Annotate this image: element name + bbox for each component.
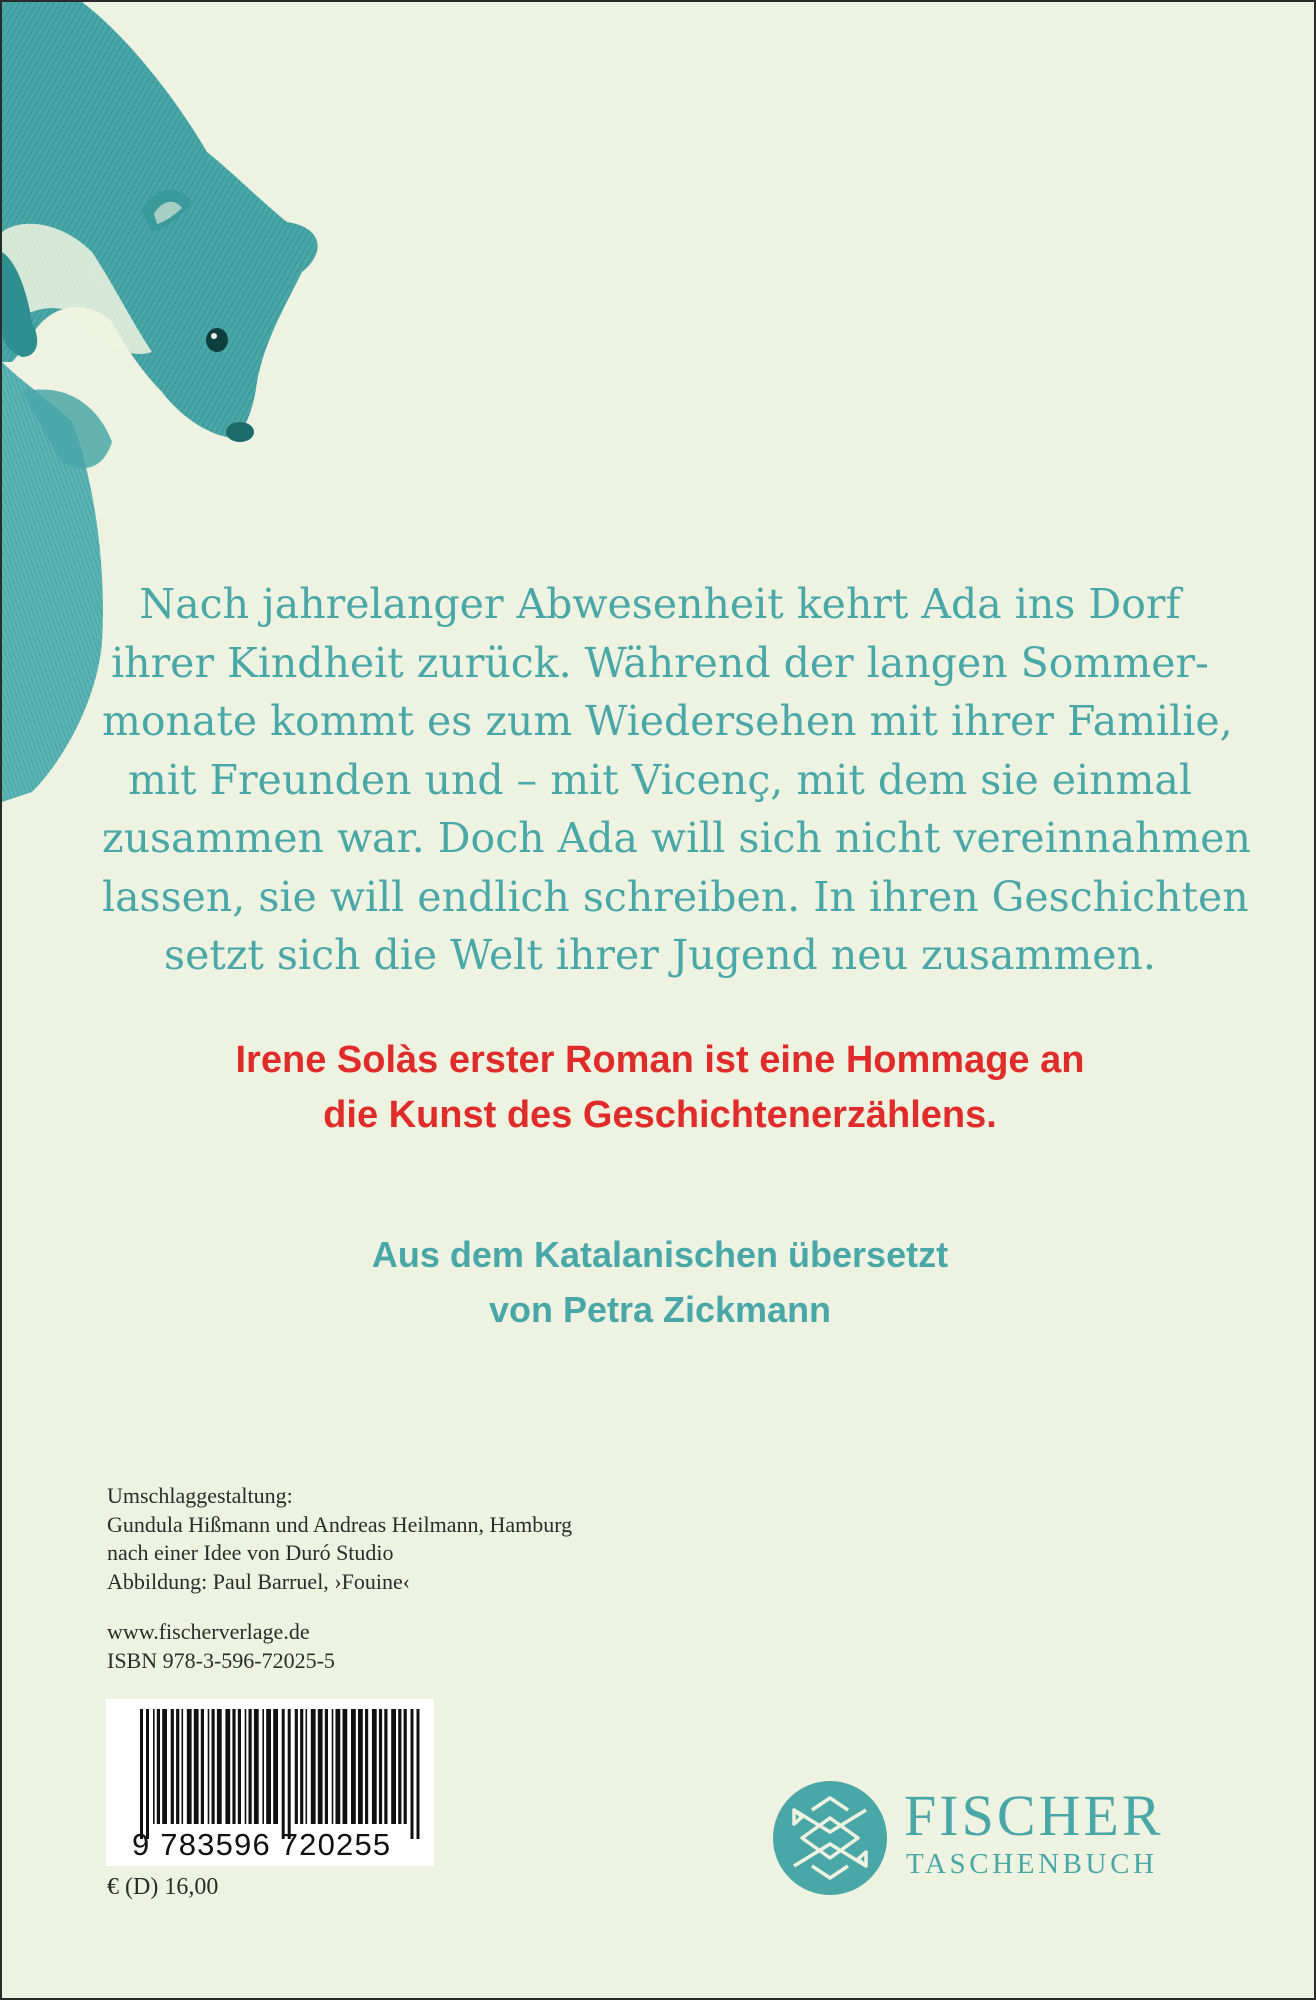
isbn: ISBN 978-3-596-72025-5: [107, 1647, 335, 1673]
barcode-bar: [391, 1709, 396, 1824]
illustration-credit: Abbildung: Paul Barruel, ›Fouine‹: [107, 1568, 411, 1594]
blurb-line: ihrer Kindheit zurück. Während der langen Sommer-: [111, 638, 1209, 687]
translator-note: [102, 1227, 1218, 1337]
barcode-bar: [343, 1709, 348, 1824]
barcode-bar: [372, 1709, 377, 1824]
barcode-bar: [358, 1709, 363, 1824]
barcode-bar: [182, 1709, 184, 1824]
barcode-bar: [282, 1709, 285, 1839]
blurb-line: monate kommt es zum Wiedersehen mit ihrer Familie,: [102, 697, 1233, 745]
website-link[interactable]: www.fischerverlage.de: [107, 1619, 310, 1644]
barcode-bar: [325, 1709, 328, 1824]
price: € (D) 16,00: [107, 1874, 219, 1900]
barcode-bar: [273, 1709, 278, 1824]
barcode-bar: [254, 1709, 259, 1824]
barcode-bar: [176, 1709, 179, 1824]
barcode-bar: [398, 1709, 401, 1824]
publisher-logo: [772, 1780, 1212, 1900]
barcode-bar: [262, 1709, 264, 1824]
blurb-line: setzt sich die Welt ihrer Jugend neu zusammen.: [164, 931, 1156, 979]
barcode-bar: [225, 1709, 230, 1824]
barcode-bar: [232, 1709, 235, 1824]
barcode-bar: [379, 1709, 382, 1824]
barcode-bar: [146, 1709, 149, 1839]
barcode-bar: [238, 1709, 241, 1824]
barcode-bar: [266, 1709, 271, 1824]
blurb-line: zusammen war. Doch Ada will sich nicht vereinnahmen: [102, 814, 1251, 862]
design-label: Umschlaggestaltung:: [107, 1483, 293, 1508]
barcode-bar: [187, 1709, 192, 1824]
barcode-bar: [217, 1709, 222, 1824]
blurb-text: [102, 575, 1251, 985]
barcode-bar: [306, 1709, 308, 1824]
publisher-imprint: TASCHENBUCH: [906, 1848, 1158, 1880]
barcode-bar: [404, 1709, 407, 1824]
translator-line: von Petra Zickmann: [488, 1289, 832, 1330]
barcode-bar: [208, 1709, 210, 1824]
barcode-bar: [162, 1709, 167, 1824]
barcode-bar: [311, 1709, 316, 1824]
barcode-bar: [288, 1709, 291, 1839]
barcode-bar: [212, 1709, 215, 1824]
blurb-line: Nach jahrelanger Abwesenheit kehrt Ada ins Dorf: [139, 580, 1181, 628]
barcode-bar: [157, 1709, 160, 1824]
barcode-bar: [417, 1709, 420, 1839]
barcode-bar: [171, 1709, 174, 1824]
design-credit: Gundula Hißmann und Andreas Heilmann, Hamburg: [107, 1511, 573, 1537]
tagline-line: die Kunst des Geschichtenerzählens.: [323, 1094, 997, 1136]
publisher-name: FISCHER: [904, 1783, 1164, 1848]
blurb-line: mit Freunden und – mit Vicenç, mit dem sie einmal: [128, 755, 1192, 804]
fish-circle-logo-icon: [772, 1780, 888, 1896]
barcode-bar: [194, 1709, 199, 1824]
credits: [107, 1482, 727, 1675]
barcode-bar: [365, 1709, 368, 1824]
barcode-bar: [411, 1709, 414, 1839]
barcode-bar: [153, 1709, 155, 1824]
tagline-line: Irene Solàs erster Roman ist eine Hommage an: [235, 1039, 1085, 1081]
tagline: [102, 1033, 1218, 1143]
design-idea: nach einer Idee von Duró Studio: [107, 1540, 394, 1565]
barcode-digits: 9 783596 720255: [132, 1827, 392, 1862]
barcode-bar: [249, 1709, 252, 1824]
barcode-bar: [332, 1709, 334, 1824]
translator-line: Aus dem Katalanischen übersetzt: [371, 1234, 949, 1275]
barcode-bar: [300, 1709, 303, 1824]
barcode-bar: [351, 1709, 356, 1824]
barcode-bar: [336, 1709, 341, 1824]
barcode-bar: [295, 1709, 298, 1824]
barcode-bar: [384, 1709, 387, 1824]
barcode: [106, 1699, 434, 1866]
barcode-bar: [201, 1709, 204, 1824]
barcode-bar: [140, 1709, 143, 1839]
blurb-line: lassen, sie will endlich schreiben. In ihren Geschichten: [102, 872, 1249, 921]
barcode-bar: [245, 1709, 247, 1824]
barcode-bar: [318, 1709, 323, 1824]
